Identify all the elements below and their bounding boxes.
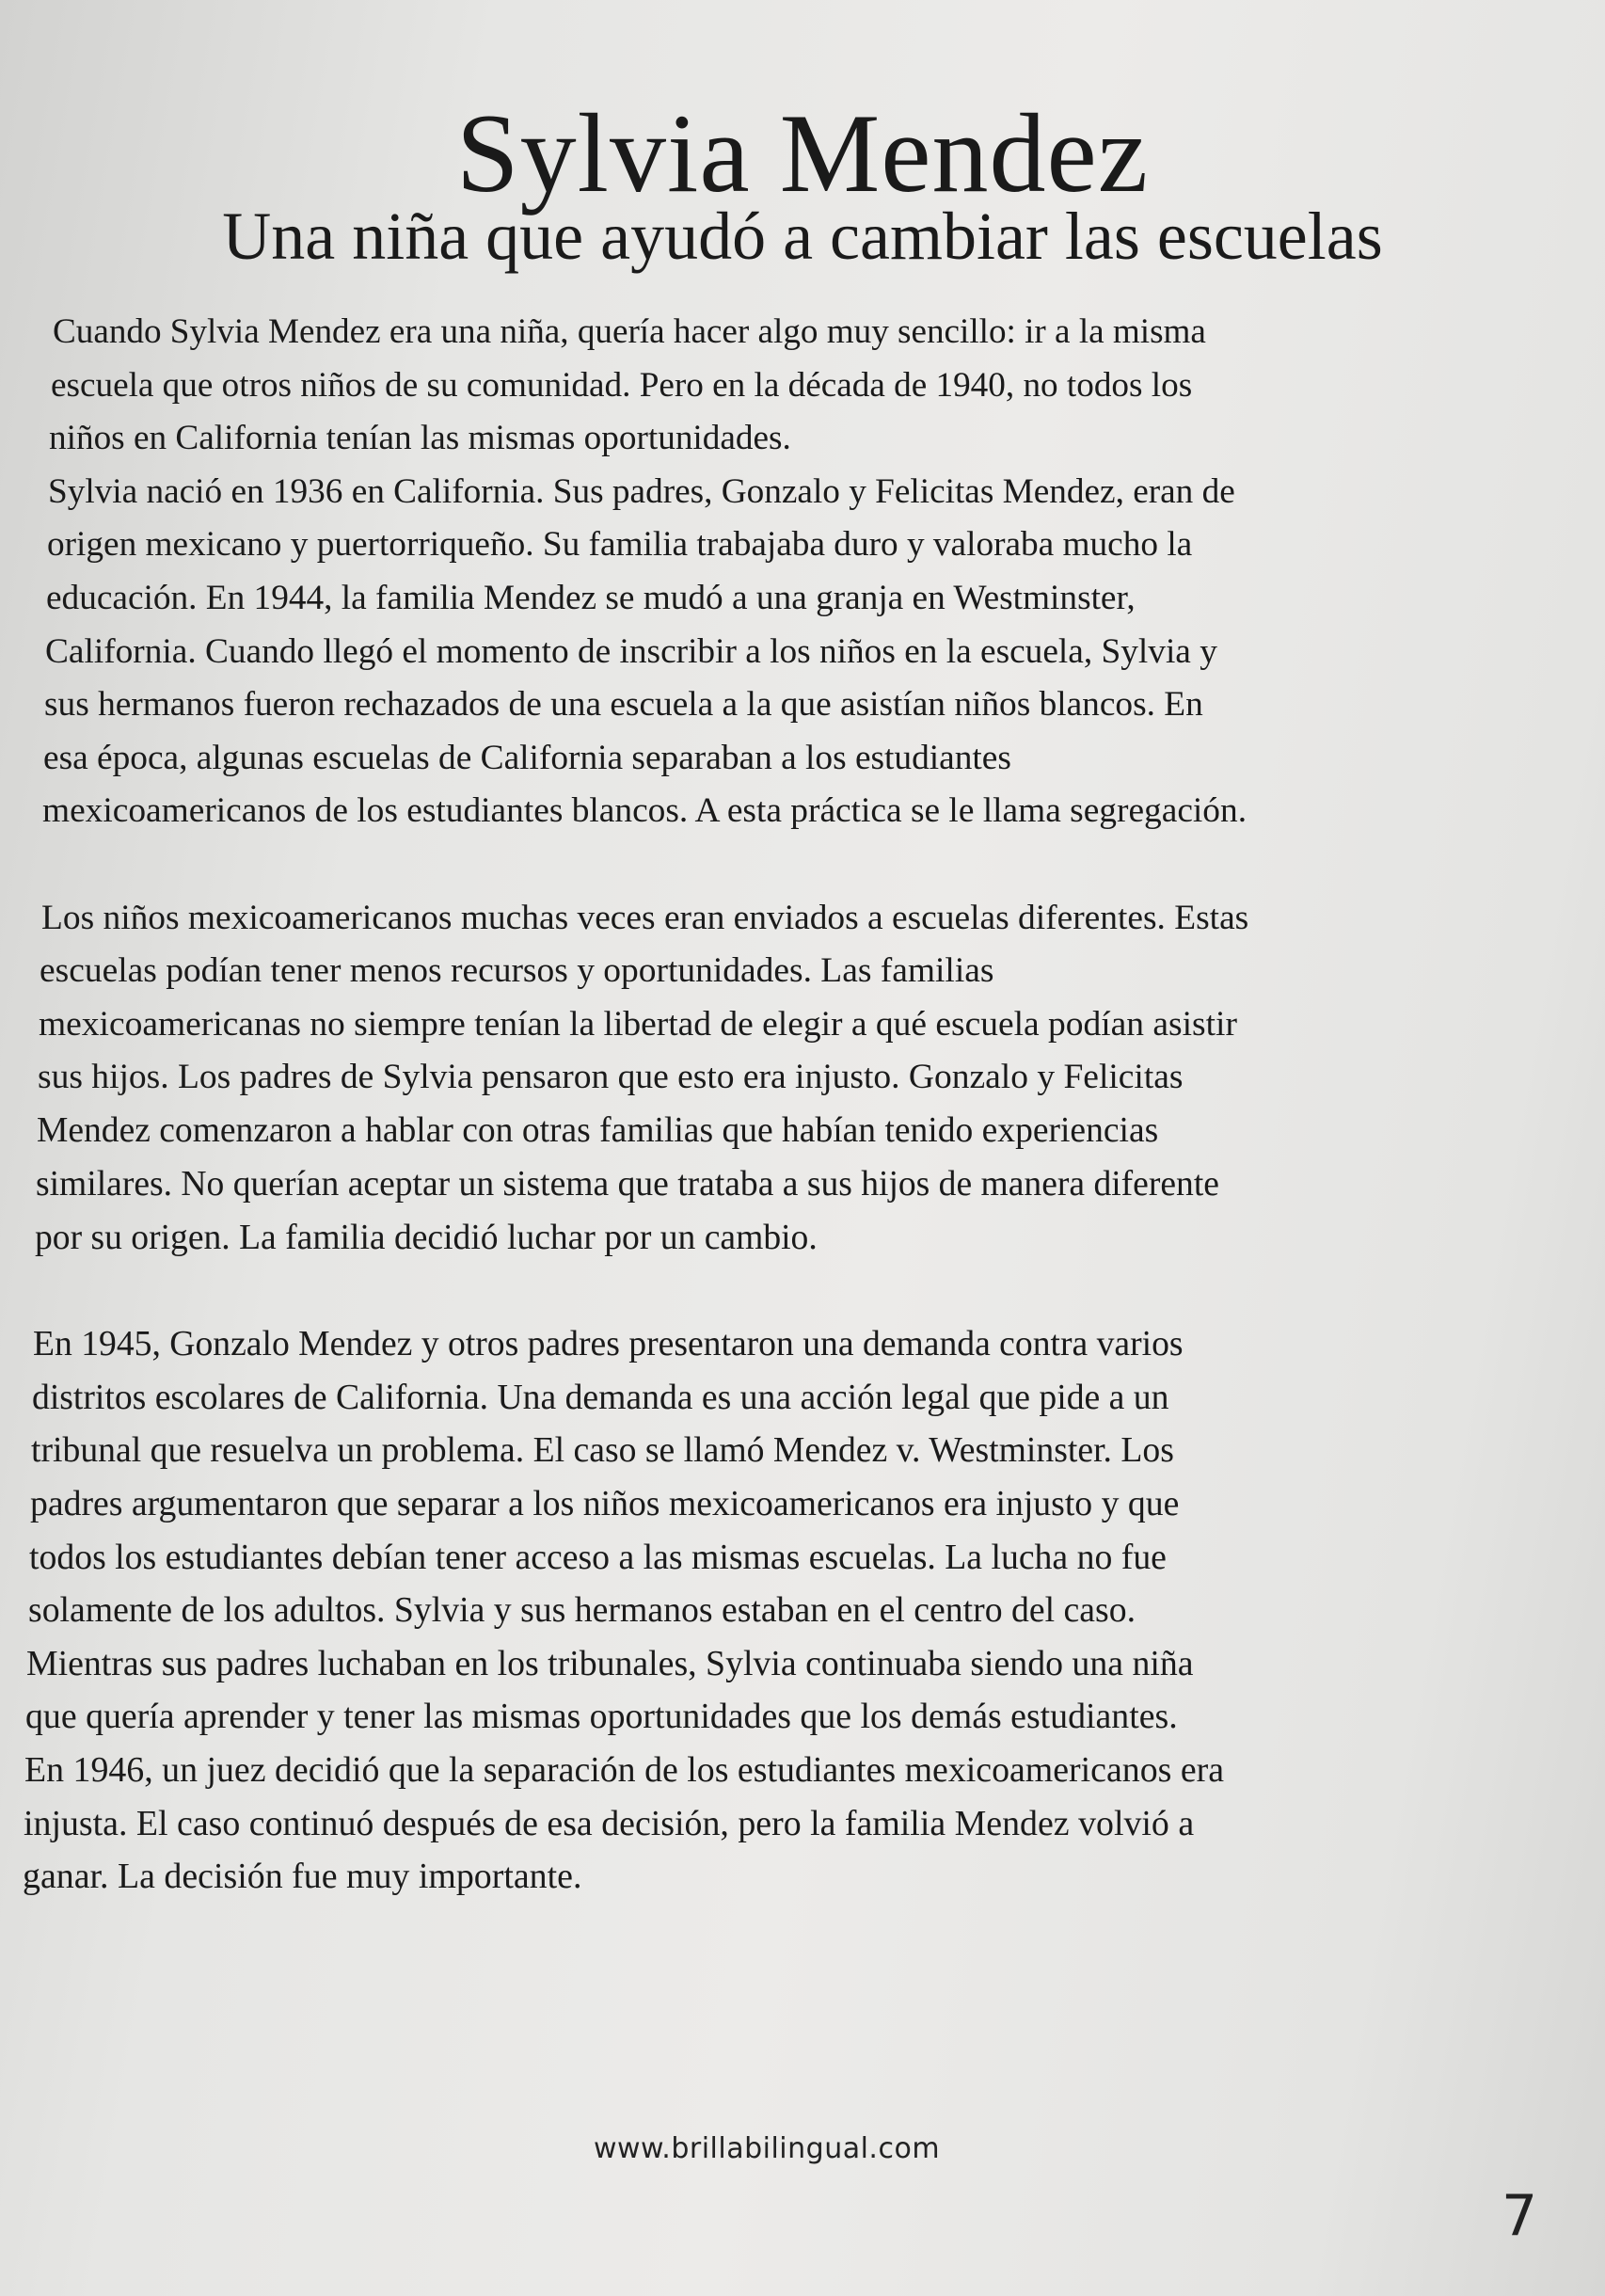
text-line: Mientras sus padres luchaban en los tribunales, Sylvia continuaba siendo una niña [26, 1643, 1194, 1683]
text-line: En 1946, un juez decidió que la separación de los estudiantes mexicoamericanos era [24, 1750, 1225, 1791]
text-line: solamente de los adultos. Sylvia y sus hermanos estaban en el centro del caso. [28, 1590, 1136, 1631]
text-line: distritos escolares de California. Una demanda es una acción legal que pide a un [32, 1377, 1169, 1417]
text-line: padres argumentaron que separar a los niños mexicoamericanos era injusto y que [30, 1484, 1180, 1524]
text-line: California. Cuando llegó el momento de inscribir a los niños en la escuela, Sylvia y [45, 631, 1217, 671]
text-line: todos los estudiantes debían tener acceso a las mismas escuelas. La lucha no fue [29, 1537, 1167, 1577]
text-line: escuelas podían tener menos recursos y oportunidades. Las familias [40, 951, 994, 991]
text-line: ganar. La decisión fue muy importante. [23, 1857, 582, 1897]
text-line: sus hermanos fueron rechazados de una escuela a la que asistían niños blancos. En [44, 685, 1203, 725]
paragraph-2 [0, 892, 1543, 1265]
page-title: Sylvia Mendez [455, 90, 1150, 215]
text-line: tribunal que resuelva un problema. El caso se llamó Mendez v. Westminster. Los [31, 1430, 1174, 1471]
text-line: En 1945, Gonzalo Mendez y otros padres presentaron una demanda contra varios [33, 1324, 1184, 1364]
footer-website: www.brillabilingual.com [593, 2132, 941, 2165]
text-line: Los niños mexicoamericanos muchas veces eran enviados a escuelas diferentes. Estas [41, 898, 1249, 937]
text-line: escuela que otros niños de su comunidad. Pero en la década de 1940, no todos los [51, 365, 1193, 405]
text-line: similares. No querían aceptar un sistema que trataba a sus hijos de manera diferente [36, 1164, 1219, 1204]
text-line: por su origen. La familia decidió luchar por un cambio. [35, 1218, 818, 1258]
text-line: Cuando Sylvia Mendez era una niña, quería hacer algo muy sencillo: ir a la misma [53, 312, 1206, 351]
paragraph-3 [0, 1317, 1543, 1904]
text-line: origen mexicano y puertorriqueño. Su familia trabajaba duro y valoraba mucho la [47, 525, 1193, 565]
text-line: injusta. El caso continuó después de esa decisión, pero la familia Mendez volvió a [24, 1803, 1195, 1843]
text-line: sus hijos. Los padres de Sylvia pensaron que esto era injusto. Gonzalo y Felicitas [38, 1058, 1184, 1097]
text-line: Sylvia nació en 1936 en California. Sus padres, Gonzalo y Felicitas Mendez, eran de [48, 471, 1235, 511]
text-line: mexicoamericanas no siempre tenían la libertad de elegir a qué escuela podían asistir [39, 1004, 1237, 1044]
text-line: esa época, algunas escuelas de California separaban a los estudiantes [43, 738, 1011, 777]
text-line: mexicoamericanos de los estudiantes blancos. A esta práctica se le llama segregación. [42, 791, 1247, 831]
text-line: Mendez comenzaron a hablar con otras familias que habían tenido experiencias [37, 1110, 1159, 1150]
page-subtitle: Una niña que ayudó a cambiar las escuelas [222, 199, 1383, 274]
page-number: 7 [1502, 2183, 1538, 2249]
paragraph-1 [0, 306, 1543, 838]
text-line: niños en California tenían las mismas oportunidades. [49, 419, 791, 458]
article-body [0, 306, 1543, 1904]
text-line: educación. En 1944, la familia Mendez se mudó a una granja en Westminster, [46, 578, 1136, 617]
text-line: que quería aprender y tener las mismas oportunidades que los demás estudiantes. [25, 1697, 1178, 1737]
